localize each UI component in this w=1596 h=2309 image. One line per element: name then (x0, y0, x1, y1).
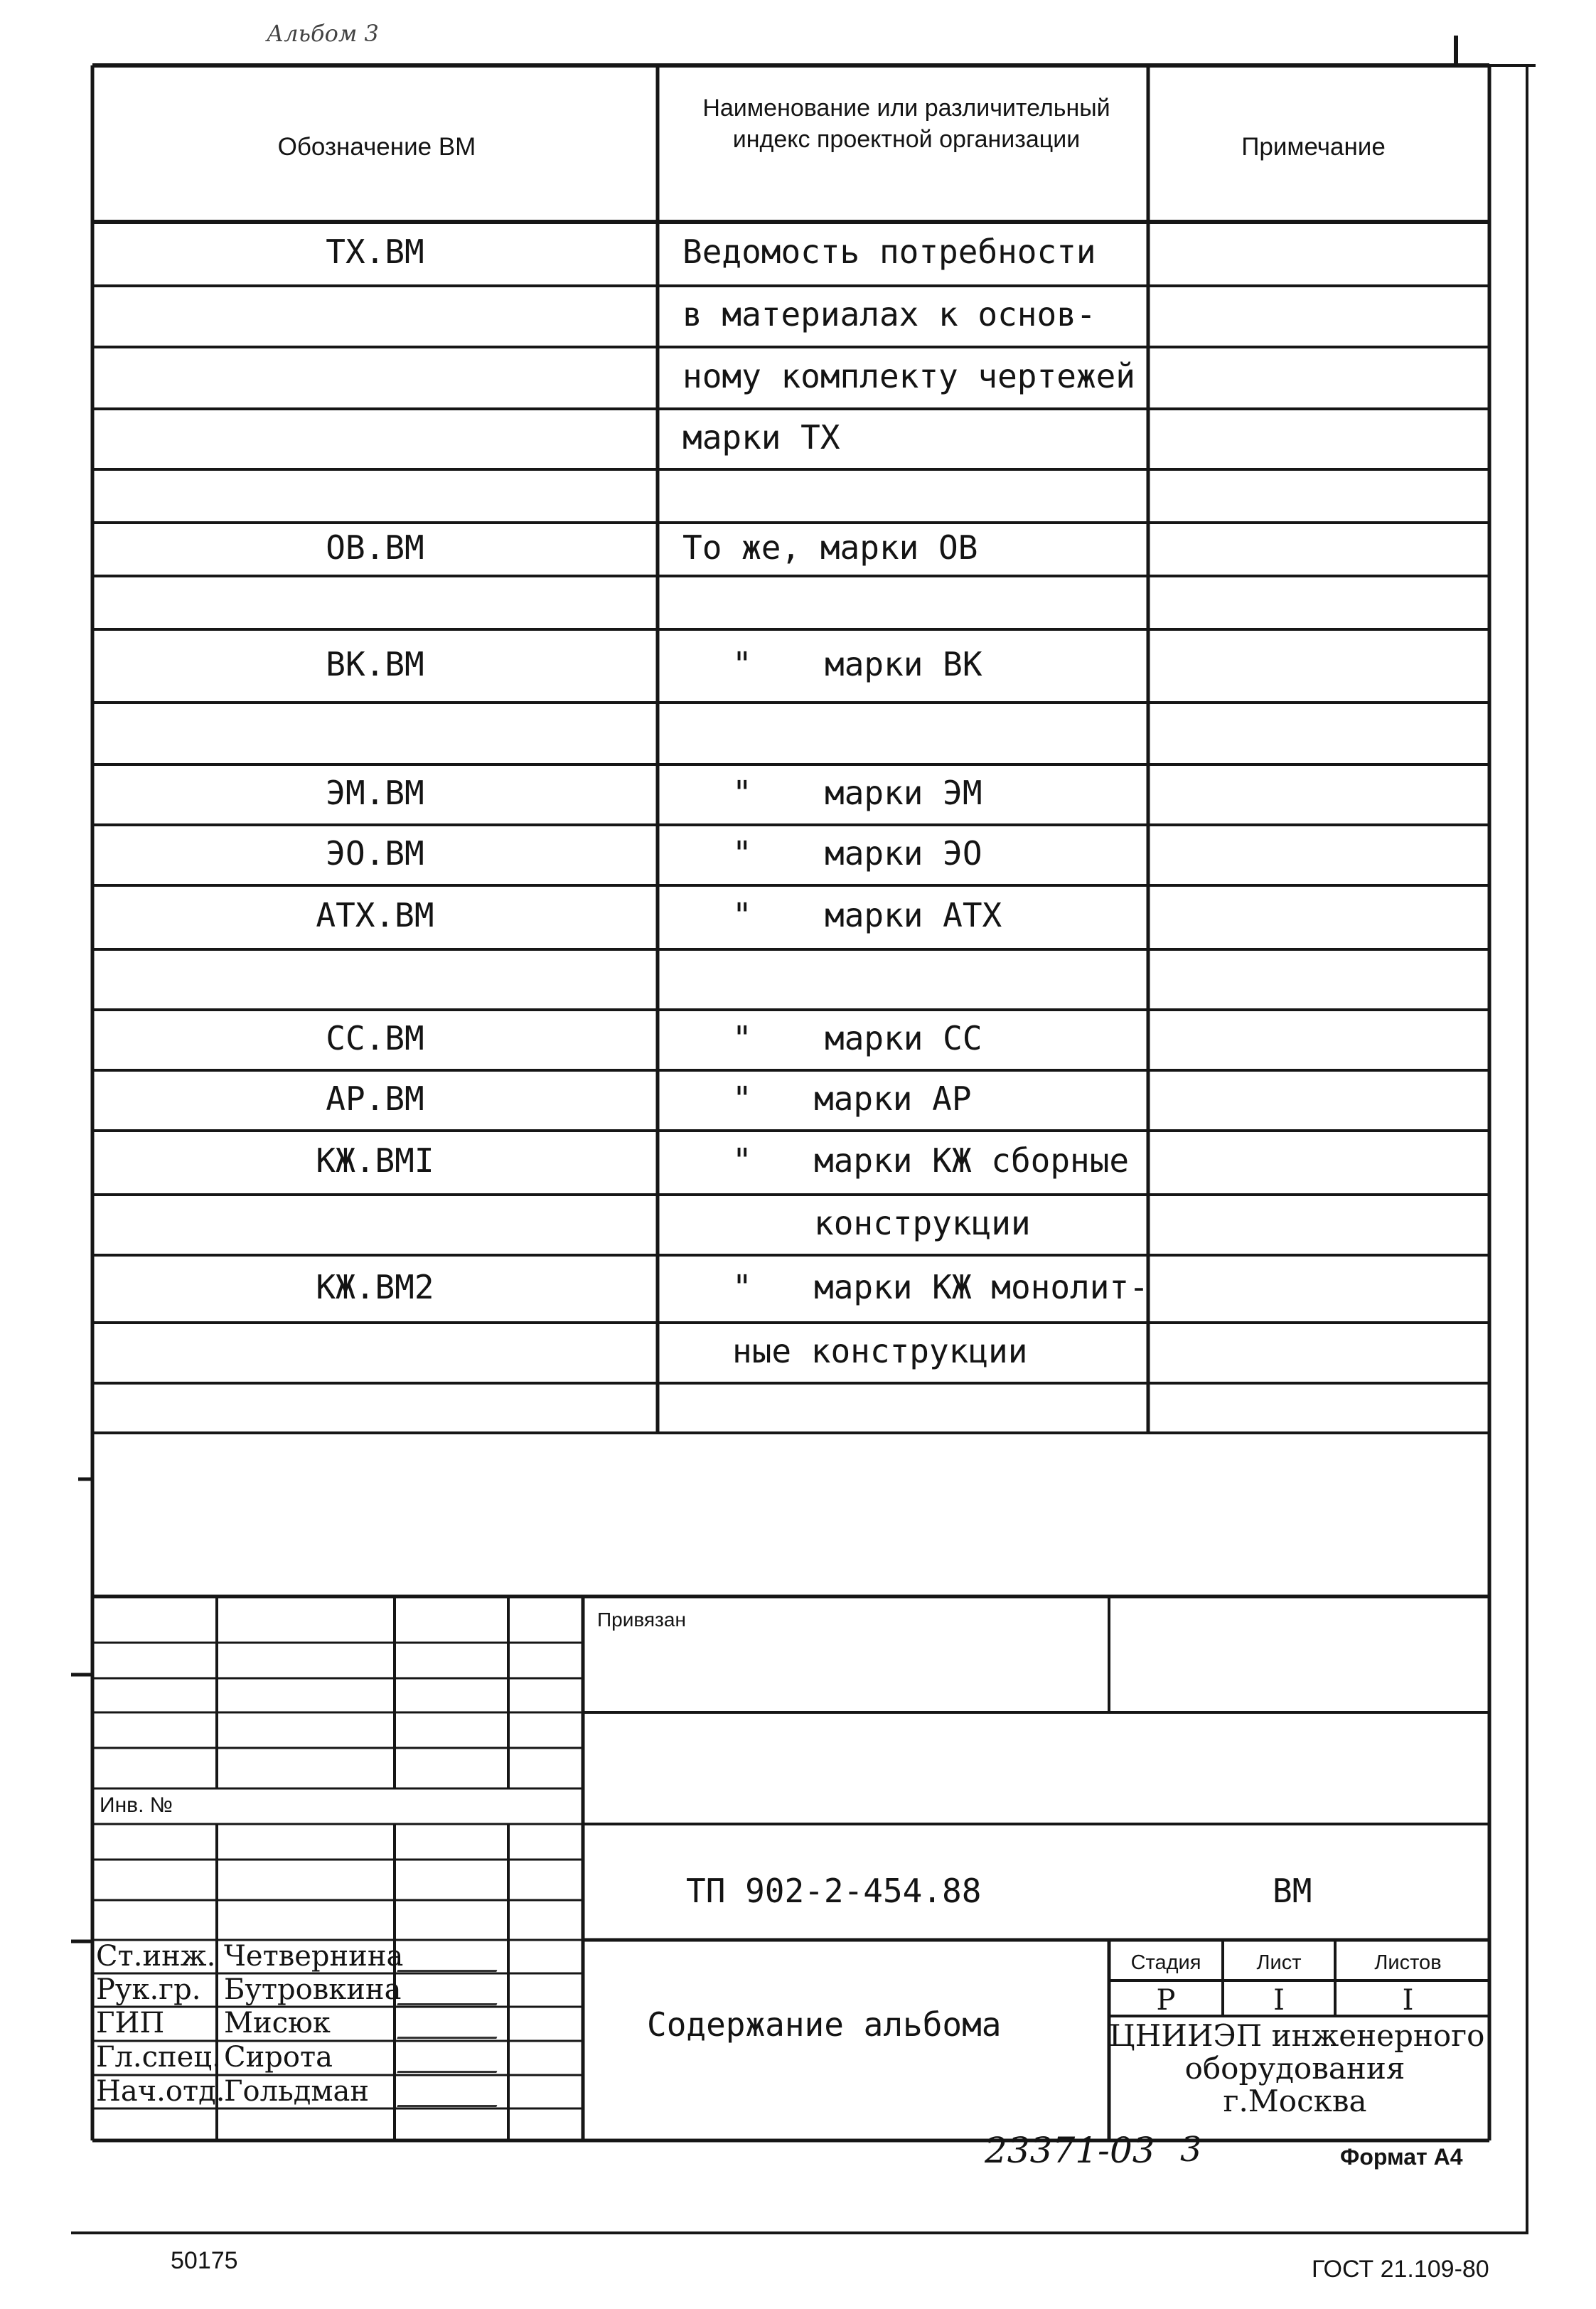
sheets-value: I (1402, 1984, 1414, 2017)
sig-name: Четвернина (224, 1940, 404, 1973)
signature-scribble (397, 2081, 505, 2107)
row-name: марки СС (825, 1019, 982, 1057)
ditto-mark: " (732, 896, 752, 934)
row-name: конструкции (814, 1204, 1031, 1242)
ditto-mark: " (732, 1019, 752, 1057)
header-designation: Обозначение ВМ (277, 133, 476, 161)
row-code: АР.ВМ (326, 1079, 424, 1118)
stage-label: Стадия (1130, 1951, 1201, 1974)
stage-value: Р (1156, 1984, 1176, 2017)
ditto-mark: " (732, 1079, 752, 1118)
org-line-3: г.Москва (1223, 2084, 1367, 2118)
row-name: ному комплекту чертежей (682, 357, 1135, 395)
handwritten-number: 23371-03 (985, 2130, 1155, 2171)
ditto-mark: " (732, 774, 752, 812)
gost-label: ГОСТ 21.109-80 (1312, 2256, 1489, 2283)
sig-role: Ст.инж. (96, 1940, 216, 1973)
sig-name: Гольдман (224, 2075, 370, 2108)
sig-name: Сирота (224, 2041, 333, 2074)
row-code: КЖ.ВМI (316, 1141, 434, 1180)
row-code: ЭМ.ВМ (326, 774, 424, 812)
row-name: Ведомость потребности (682, 233, 1096, 271)
sig-role: Нач.отд. (96, 2075, 225, 2108)
row-name: То же, марки ОВ (682, 528, 978, 567)
sig-name: Мисюк (224, 2007, 331, 2039)
project-code: ТП 902-2-454.88 (686, 1872, 982, 1910)
row-name: марки ЭМ (825, 774, 982, 812)
ditto-mark: " (732, 645, 752, 683)
row-name: марки КЖ монолит- (814, 1268, 1149, 1306)
handwritten-sheet: 3 (1180, 2130, 1202, 2170)
sig-role: Гл.спец. (96, 2041, 221, 2074)
org-line-1: ЦНИИЭП инженерного (1109, 2018, 1485, 2053)
row-code: ТХ.ВМ (326, 233, 424, 271)
ditto-mark: " (732, 834, 752, 873)
sheet-value: I (1273, 1984, 1285, 2017)
row-code: СС.ВМ (326, 1019, 424, 1057)
document-mark: ВМ (1273, 1872, 1312, 1910)
signature-scribble (397, 1946, 505, 1972)
sig-name: Бутровкина (224, 1973, 402, 2006)
row-code: АТХ.ВМ (316, 896, 434, 934)
row-code: ЭО.ВМ (326, 834, 424, 873)
format-label: Формат А4 (1340, 2144, 1463, 2170)
row-name: ные конструкции (732, 1332, 1028, 1370)
ditto-mark: " (732, 1141, 752, 1180)
privyazan-label: Привязан (597, 1609, 686, 1631)
row-name: марки ЭО (825, 834, 982, 873)
album-marker: Альбом 3 (267, 20, 379, 47)
header-note: Примечание (1241, 133, 1386, 161)
signature-scribble (397, 2047, 505, 2073)
sig-role: Рук.гр. (96, 1973, 201, 2006)
ditto-mark: " (732, 1268, 752, 1306)
row-name: марки АТХ (825, 896, 1002, 934)
org-line-2: оборудования (1184, 2051, 1405, 2086)
sheet-label: Лист (1256, 1951, 1302, 1974)
row-name: в материалах к основ- (682, 295, 1096, 334)
sig-role: ГИП (96, 2007, 165, 2039)
row-name: марки АР (814, 1079, 972, 1118)
row-name: марки ВК (825, 645, 982, 683)
row-name: марки ТХ (682, 418, 840, 457)
row-code: ОВ.ВМ (326, 528, 424, 567)
row-code: КЖ.ВМ2 (316, 1268, 434, 1306)
left-code: 50175 (171, 2247, 238, 2274)
row-code: ВК.ВМ (326, 645, 424, 683)
row-name: марки КЖ сборные (814, 1141, 1130, 1180)
sheets-label: Листов (1374, 1951, 1442, 1974)
signature-scribble (397, 2012, 505, 2039)
inv-no-label: Инв. № (100, 1793, 173, 1817)
header-name: Наименование или различительный индекс проектной организации (702, 95, 1110, 153)
signature-scribble (397, 1979, 505, 2005)
document-title: Содержание альбома (647, 2005, 1002, 2044)
